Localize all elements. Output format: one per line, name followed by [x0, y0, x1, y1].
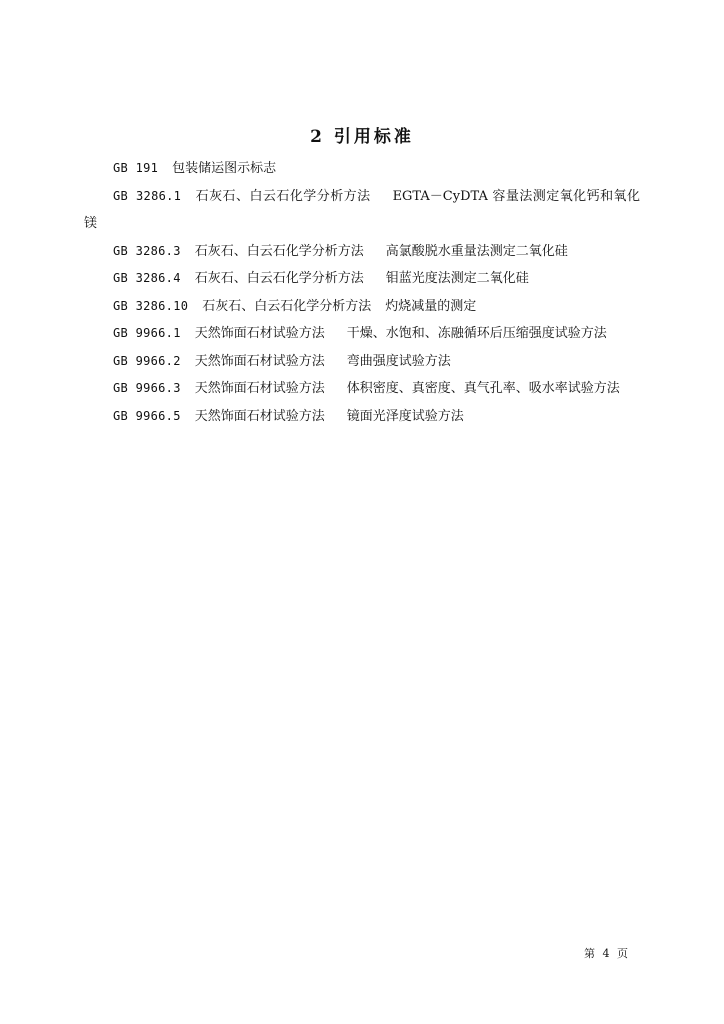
- reference-title: 天然饰面石材试验方法: [194, 381, 325, 396]
- reference-item: [84, 320, 640, 348]
- reference-subtitle: 钼蓝光度法测定二氧化硅: [385, 271, 529, 286]
- reference-subtitle: 高氯酸脱水重量法测定二氧化硅: [385, 243, 568, 259]
- reference-item: [84, 403, 640, 431]
- reference-subtitle: 镜面光泽度试验方法: [346, 408, 464, 424]
- reference-item: [84, 375, 640, 403]
- reference-title: 天然饰面石材试验方法: [194, 353, 325, 369]
- reference-title: 包装储运图示标志: [172, 161, 277, 176]
- reference-code: GB 3286.4: [113, 271, 181, 285]
- reference-list: [84, 155, 640, 430]
- reference-code: GB 9966.1: [113, 326, 181, 340]
- reference-subtitle: 灼烧减量的测定: [385, 298, 477, 314]
- reference-title: 石灰石、白云石化学分析方法: [194, 243, 364, 259]
- reference-code: GB 9966.3: [113, 381, 181, 395]
- reference-item: [84, 155, 640, 183]
- reference-subtitle: 干燥、水饱和、冻融循环后压缩强度试验方法: [346, 326, 607, 341]
- page-number: 第 4 页: [584, 947, 630, 960]
- reference-title: 天然饰面石材试验方法: [194, 326, 325, 341]
- reference-title: 石灰石、白云石化学分析方法: [202, 298, 372, 314]
- section-title: 2 引用标准: [310, 127, 414, 147]
- reference-title: 天然饰面石材试验方法: [194, 408, 325, 424]
- reference-code: GB 9966.5: [113, 408, 181, 423]
- reference-item: [84, 238, 640, 266]
- reference-code: GB 3286.1: [113, 188, 182, 203]
- reference-code: GB 191: [113, 161, 159, 175]
- reference-item: [84, 348, 640, 376]
- reference-title: 石灰石、白云石化学分析方法: [194, 271, 364, 286]
- reference-code: GB 9966.2: [113, 353, 181, 368]
- reference-code: GB 3286.3: [113, 243, 181, 258]
- reference-code: GB 3286.10: [113, 298, 189, 313]
- reference-item: [84, 265, 640, 293]
- reference-item: [84, 293, 640, 321]
- reference-subtitle: EGTA－CyDTA 容量法测定氧化钙和氧化镁: [84, 188, 640, 231]
- reference-item: [84, 183, 640, 238]
- reference-subtitle: 体积密度、真密度、真气孔率、吸水率试验方法: [346, 381, 620, 396]
- reference-title: 石灰石、白云石化学分析方法: [195, 188, 371, 204]
- reference-subtitle: 弯曲强度试验方法: [346, 353, 451, 369]
